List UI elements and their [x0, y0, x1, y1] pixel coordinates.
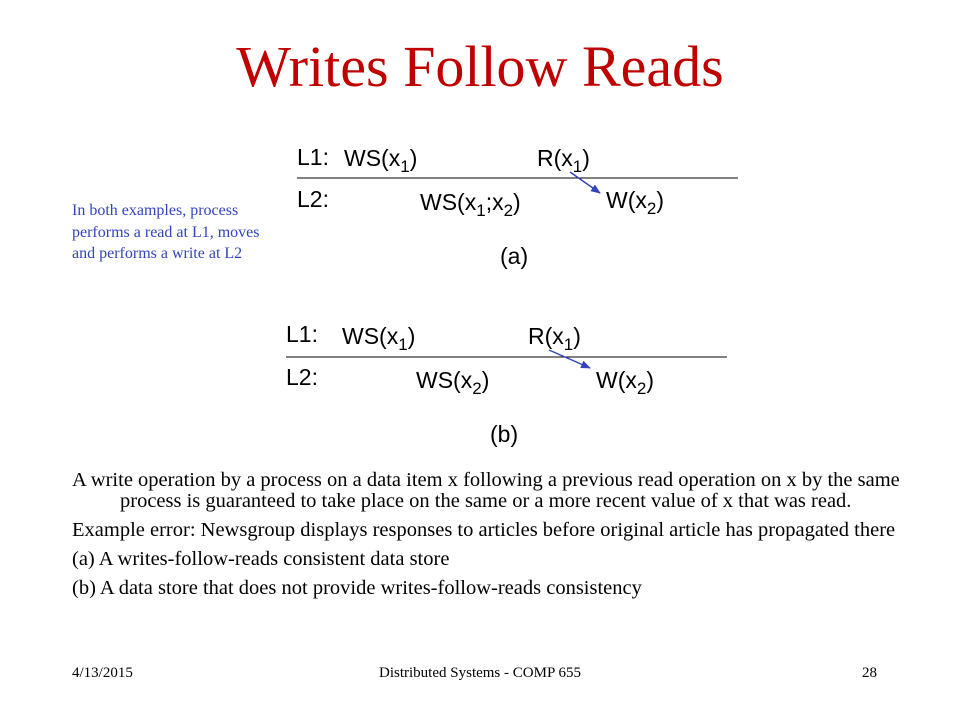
slide-title: Writes Follow Reads: [236, 34, 724, 99]
diagram-b-caption: (b): [490, 421, 519, 447]
diagram-b-l1-label: L1:: [286, 321, 318, 347]
diagram-b-l2-op-1: $WS(x_2)$: [416, 367, 490, 398]
footer-course: Distributed Systems - COMP 655: [379, 665, 581, 681]
body-paragraph-caption-b: (b) A data store that does not provide writes-follow-reads consistency: [72, 577, 642, 599]
diagram-b-l2-label: L2:: [286, 364, 318, 390]
diagram-b-l1-op-1: $WS(x_1)$: [342, 323, 416, 354]
diagram-a-l2-op-2: $W(x_2)$: [606, 187, 665, 218]
diagram-a-l1-label: L1:: [297, 144, 329, 170]
side-note: In both examples, process performs a read at L1, moves and performs a write at L2: [72, 202, 260, 262]
body-paragraph-example: Example error: Newsgroup displays responses to articles before original article has propagated there: [72, 519, 896, 541]
diagram-a-l1-op-1: $WS(x_1)$: [344, 145, 418, 176]
diagram-b: [286, 321, 727, 447]
diagram-b-l2-op-2: $W(x_2)$: [596, 367, 655, 398]
footer-page-number: 28: [862, 665, 877, 681]
diagram-b-l1-op-2: $R(x_1)$: [528, 323, 581, 354]
diagram-a-l2-label: L2:: [297, 186, 329, 212]
diagram-a-l2-op-1: $WS(x_1;x_2)$: [420, 189, 521, 220]
diagram-a: [297, 144, 738, 269]
body-paragraph-definition: A write operation by a process on a data item x following a previous read operation on x by the same process is guaranteed to take place on the same or a more recent value of x that was read.: [72, 469, 900, 512]
body-paragraph-caption-a: (a) A writes-follow-reads consistent data store: [72, 548, 450, 570]
diagram-a-arrow: [570, 172, 600, 193]
diagram-a-l1-op-2: $R(x_1)$: [537, 145, 590, 176]
slide-body: [72, 470, 932, 607]
footer-date: 4/13/2015: [72, 665, 133, 681]
diagram-a-caption: (a): [500, 243, 529, 269]
